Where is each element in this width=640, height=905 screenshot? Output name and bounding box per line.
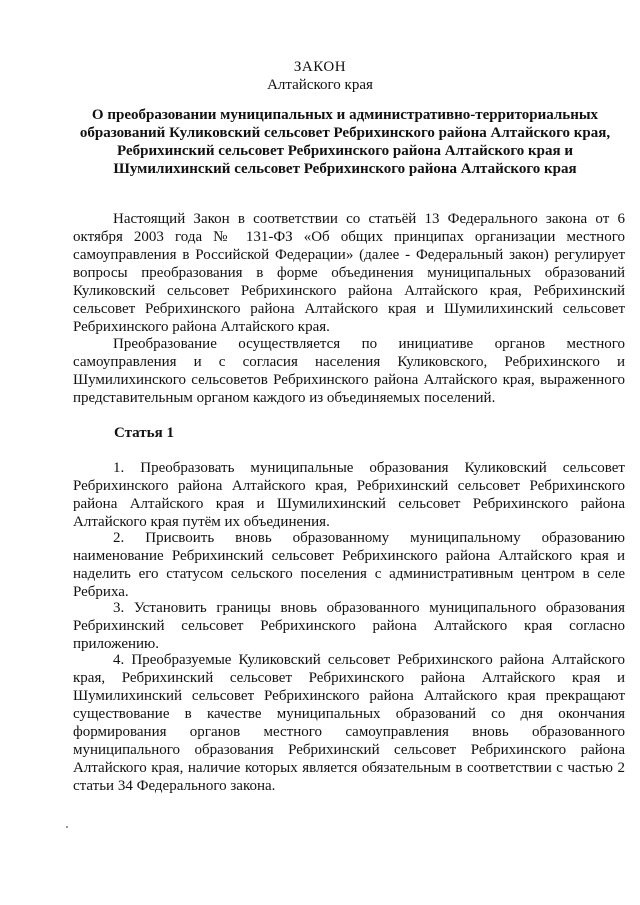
article-item: 3. Установить границы вновь образованного муниципального образования Ребрихинский сельсовет Ребрихинского района Алтайского края согласно приложению.	[73, 600, 625, 652]
scan-dot	[66, 826, 68, 828]
article-heading: Статья 1	[114, 425, 174, 441]
preamble-paragraph: Преобразование осуществляется по инициативе органов местного самоуправления и с согласия населения Куликовского, Ребрихинского и Шумилихинского сельсоветов Ребрихинского района Алтайского края, выраженного представительным органом каждого из объединяемых поселений.	[73, 336, 625, 406]
document-region: Алтайского края	[267, 77, 373, 93]
preamble-paragraph: Настоящий Закон в соответствии со статьёй 13 Федерального закона от 6 октября 2003 года № 131-ФЗ «Об общих принципах организации местного самоуправления в Российской Федерации» (далее - Федеральный закон) регулирует вопросы преобразования в форме объединения муниципальных образований Куликовский сельсовет Ребрихинского района Алтайского края, Ребрихинский сельсовет Ребрихинского района Алтайского края и Шумилихинский сельсовет Ребрихинского района Алтайского края.	[73, 211, 625, 335]
document-type: ЗАКОН	[293, 59, 347, 75]
article-item: 1. Преобразовать муниципальные образования Куликовский сельсовет Ребрихинского района Алтайского края, Ребрихинский сельсовет Ребрихинского района Алтайского края и Шумилихинский сельсовет Ребрихинского района Алтайского края путём их объединения.	[73, 460, 625, 530]
law-title: О преобразовании муниципальных и административно-территориальных образований Куликовский сельсовет Ребрихинского района Алтайского края, Ребрихинский сельсовет Ребрихинского района Алтайского края и Шумилихинский сельсовет Ребрихинского района Алтайского края	[79, 107, 611, 177]
article-item: 2. Присвоить вновь образованному муниципальному образованию наименование Ребрихинский сельсовет Ребрихинского района Алтайского края и наделить его статусом сельского поселения с административным центром в селе Ребриха.	[73, 530, 625, 600]
article-item: 4. Преобразуемые Куликовский сельсовет Ребрихинского района Алтайского края, Ребрихинский сельсовет Ребрихинского района Алтайского края и Шумилихинский сельсовет Ребрихинского района Алтайского края прекращают существование в качестве муниципальных образований со дня окончания формирования органов местного самоуправления вновь образованного муниципального образования Ребрихинский сельсовет Ребрихинского района Алтайского края, наличие которых является обязательным в соответствии с частью 2 статьи 34 Федерального закона.	[73, 652, 625, 794]
